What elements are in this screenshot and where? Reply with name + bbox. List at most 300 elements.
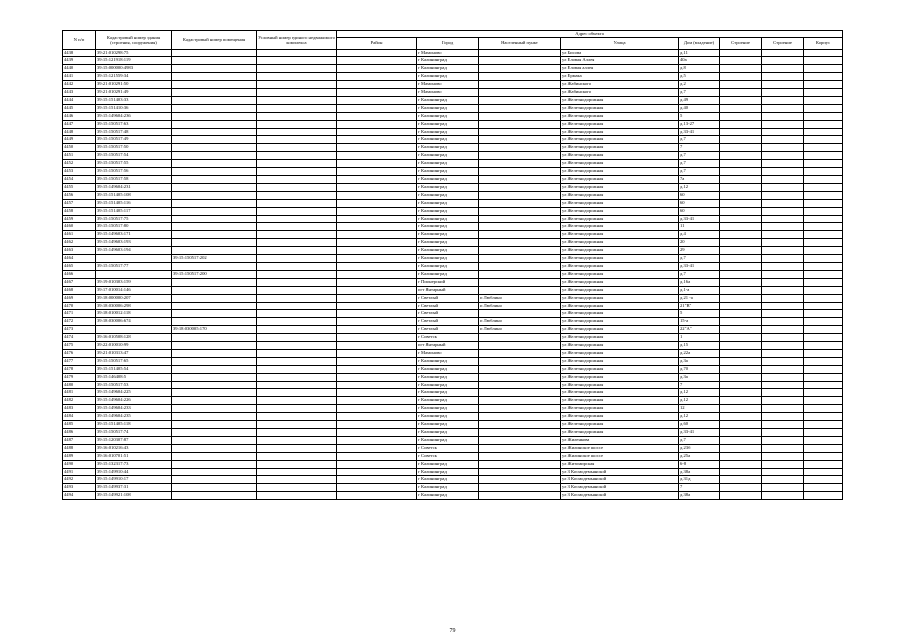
cell-num: 4455 xyxy=(63,183,96,191)
cell-building xyxy=(720,405,762,413)
table-row xyxy=(63,152,843,160)
cell-structure xyxy=(762,81,804,89)
cell-cad-room xyxy=(172,349,257,357)
cell-settlement xyxy=(479,262,561,270)
cell-structure xyxy=(762,278,804,286)
cell-building xyxy=(720,286,762,294)
cell-num: 4486 xyxy=(63,429,96,437)
cell-settlement xyxy=(479,389,561,397)
cell-cad-building: 39:19:010303:159 xyxy=(96,278,172,286)
cell-city: г Калининград xyxy=(417,136,479,144)
table-row xyxy=(63,49,843,57)
cell-cond-number xyxy=(257,73,337,81)
cell-cad-building: 39:18:000000:207 xyxy=(96,294,172,302)
cell-structure xyxy=(762,168,804,176)
cell-num: 4444 xyxy=(63,96,96,104)
cell-district xyxy=(337,405,417,413)
cell-num: 4478 xyxy=(63,365,96,373)
table-row xyxy=(63,476,843,484)
cell-cad-room xyxy=(172,476,257,484)
cell-house: д.60 xyxy=(679,421,720,429)
cell-num: 4459 xyxy=(63,215,96,223)
cell-cond-number xyxy=(257,191,337,199)
cell-cond-number xyxy=(257,389,337,397)
cell-city: г Калининград xyxy=(417,239,479,247)
cell-building xyxy=(720,168,762,176)
cell-num: 4458 xyxy=(63,207,96,215)
cell-cad-building: 39:15:150517:49 xyxy=(96,136,172,144)
cell-cad-room xyxy=(172,81,257,89)
cell-block xyxy=(804,278,843,286)
cell-settlement xyxy=(479,460,561,468)
cell-cond-number xyxy=(257,215,337,223)
cell-street: ул Еловая аллея xyxy=(561,65,679,73)
cell-city: г Калининград xyxy=(417,207,479,215)
cell-district xyxy=(337,381,417,389)
cell-structure xyxy=(762,57,804,65)
cell-settlement xyxy=(479,334,561,342)
cell-structure xyxy=(762,199,804,207)
cell-house: д.38а xyxy=(679,492,720,500)
cell-city: г Мамоново xyxy=(417,349,479,357)
cell-building xyxy=(720,270,762,278)
cell-block xyxy=(804,365,843,373)
cell-district xyxy=(337,152,417,160)
cell-structure xyxy=(762,207,804,215)
cell-cad-room xyxy=(172,468,257,476)
cell-cond-number xyxy=(257,294,337,302)
cell-cond-number xyxy=(257,262,337,270)
cell-street: ул З Космодемьянской xyxy=(561,468,679,476)
cell-block xyxy=(804,349,843,357)
cell-settlement xyxy=(479,278,561,286)
table-row xyxy=(63,349,843,357)
cell-building xyxy=(720,112,762,120)
table-row xyxy=(63,223,843,231)
cell-house: д.15 xyxy=(679,342,720,350)
cell-house: д.12 xyxy=(679,413,720,421)
cell-building xyxy=(720,152,762,160)
cell-district xyxy=(337,215,417,223)
cell-building xyxy=(720,49,762,57)
cell-street: ул Железнодорожная xyxy=(561,342,679,350)
col-block-header: Корпус xyxy=(804,37,843,49)
cell-house: д.33-41 xyxy=(679,215,720,223)
cell-house: 12 xyxy=(679,405,720,413)
cell-block xyxy=(804,168,843,176)
cell-building xyxy=(720,468,762,476)
cell-house: д.33-41 xyxy=(679,262,720,270)
cell-block xyxy=(804,389,843,397)
cell-settlement xyxy=(479,444,561,452)
cell-district xyxy=(337,183,417,191)
cell-house: д.7 xyxy=(679,270,720,278)
cell-district xyxy=(337,373,417,381)
cell-cad-room: 39:18:030005:170 xyxy=(172,326,257,334)
cell-district xyxy=(337,199,417,207)
cell-num: 4445 xyxy=(63,104,96,112)
cell-house: 15-а xyxy=(679,318,720,326)
cell-settlement xyxy=(479,413,561,421)
cell-cond-number xyxy=(257,310,337,318)
cell-structure xyxy=(762,302,804,310)
cell-street: ул Железнодорожная xyxy=(561,191,679,199)
cell-num: 4472 xyxy=(63,318,96,326)
cell-settlement xyxy=(479,381,561,389)
cell-cad-room xyxy=(172,436,257,444)
cell-num: 4479 xyxy=(63,373,96,381)
cell-cad-room xyxy=(172,421,257,429)
cell-cond-number xyxy=(257,286,337,294)
cell-settlement xyxy=(479,128,561,136)
cell-cond-number xyxy=(257,468,337,476)
cell-num: 4443 xyxy=(63,89,96,97)
cell-cond-number xyxy=(257,89,337,97)
cell-street: ул Еловая Аллея xyxy=(561,57,679,65)
cell-building xyxy=(720,452,762,460)
cell-cad-room xyxy=(172,247,257,255)
cell-building xyxy=(720,334,762,342)
cell-house: д.12 xyxy=(679,397,720,405)
cell-cad-building: 39:15:149910:17 xyxy=(96,476,172,484)
cell-cad-room xyxy=(172,168,257,176)
cell-building xyxy=(720,318,762,326)
cell-num: 4460 xyxy=(63,223,96,231)
cell-cond-number xyxy=(257,128,337,136)
cell-num: 4477 xyxy=(63,357,96,365)
cell-settlement xyxy=(479,96,561,104)
cell-city: г Мамоново xyxy=(417,89,479,97)
cell-cond-number xyxy=(257,436,337,444)
cell-cad-room xyxy=(172,160,257,168)
cell-block xyxy=(804,73,843,81)
cell-street: ул Железнодорожная xyxy=(561,278,679,286)
cell-district xyxy=(337,73,417,81)
cell-house: д.11 xyxy=(679,49,720,57)
cell-district xyxy=(337,397,417,405)
cell-district xyxy=(337,334,417,342)
cell-house: 22"А" xyxy=(679,326,720,334)
cell-building xyxy=(720,389,762,397)
table-row xyxy=(63,199,843,207)
cell-cond-number xyxy=(257,302,337,310)
cell-cond-number xyxy=(257,397,337,405)
cell-cad-room xyxy=(172,278,257,286)
cell-building xyxy=(720,128,762,136)
table-row xyxy=(63,191,843,199)
cell-house: д.13-27 xyxy=(679,120,720,128)
cell-building xyxy=(720,176,762,184)
cell-cond-number xyxy=(257,357,337,365)
cell-num: 4469 xyxy=(63,294,96,302)
cell-street: ул Жилинское шоссе xyxy=(561,452,679,460)
cell-block xyxy=(804,413,843,421)
cell-cad-room xyxy=(172,199,257,207)
cell-settlement xyxy=(479,270,561,278)
cell-block xyxy=(804,357,843,365)
cell-building xyxy=(720,492,762,500)
cell-cad-room xyxy=(172,334,257,342)
cell-street: ул Железнодорожная xyxy=(561,270,679,278)
cell-street: ул Железнодорожная xyxy=(561,421,679,429)
cell-settlement xyxy=(479,65,561,73)
cell-house: 7 xyxy=(679,484,720,492)
cell-settlement xyxy=(479,231,561,239)
table-row xyxy=(63,278,843,286)
cell-block xyxy=(804,191,843,199)
cell-cad-building: 39:15:150517:74 xyxy=(96,429,172,437)
cell-cond-number xyxy=(257,120,337,128)
cell-cad-building: 39:15:120307:87 xyxy=(96,436,172,444)
cell-house: д.2 xyxy=(679,81,720,89)
cell-settlement xyxy=(479,310,561,318)
cell-city: г Калининград xyxy=(417,436,479,444)
cell-num: 4465 xyxy=(63,262,96,270)
cell-block xyxy=(804,421,843,429)
cell-street: ул Железнодорожная xyxy=(561,223,679,231)
cell-num: 4490 xyxy=(63,460,96,468)
cell-block xyxy=(804,262,843,270)
cell-district xyxy=(337,270,417,278)
table-row xyxy=(63,294,843,302)
cell-city: г Калининград xyxy=(417,413,479,421)
cell-house: д.8 xyxy=(679,65,720,73)
cell-street: ул Железнодорожная xyxy=(561,326,679,334)
cell-settlement xyxy=(479,176,561,184)
cell-structure xyxy=(762,128,804,136)
cell-settlement xyxy=(479,199,561,207)
cell-building xyxy=(720,81,762,89)
cell-house: д.7 xyxy=(679,136,720,144)
cell-house: д.7 xyxy=(679,152,720,160)
table-row xyxy=(63,429,843,437)
cell-cond-number xyxy=(257,96,337,104)
table-row xyxy=(63,381,843,389)
cell-cad-building: 39:15:149604:235 xyxy=(96,413,172,421)
cell-num: 4440 xyxy=(63,65,96,73)
cell-settlement xyxy=(479,183,561,191)
cell-block xyxy=(804,405,843,413)
cell-cad-room xyxy=(172,492,257,500)
cell-cad-room xyxy=(172,484,257,492)
cell-building xyxy=(720,421,762,429)
property-table xyxy=(62,30,843,500)
cell-structure xyxy=(762,310,804,318)
cell-num: 4463 xyxy=(63,247,96,255)
cell-num: 4442 xyxy=(63,81,96,89)
cell-structure xyxy=(762,318,804,326)
cell-settlement: п Люблино xyxy=(479,302,561,310)
cell-num: 4446 xyxy=(63,112,96,120)
cell-city: г Калининград xyxy=(417,65,479,73)
cell-structure xyxy=(762,444,804,452)
cell-num: 4471 xyxy=(63,310,96,318)
cell-house: 60 xyxy=(679,191,720,199)
cell-structure xyxy=(762,136,804,144)
cell-cad-room xyxy=(172,207,257,215)
col-cond-number-header: Условный номер единого недвижимого комплекса xyxy=(257,31,337,50)
cell-city: г Калининград xyxy=(417,365,479,373)
cell-settlement xyxy=(479,286,561,294)
cell-cad-building: 39:15:150517:54 xyxy=(96,152,172,160)
cell-block xyxy=(804,255,843,263)
cell-cond-number xyxy=(257,255,337,263)
cell-cond-number xyxy=(257,112,337,120)
cell-house: 7 xyxy=(679,381,720,389)
cell-num: 4439 xyxy=(63,57,96,65)
cell-district xyxy=(337,421,417,429)
cell-cad-room xyxy=(172,444,257,452)
cell-structure xyxy=(762,255,804,263)
cell-city: г Пионерский xyxy=(417,278,479,286)
cell-building xyxy=(720,65,762,73)
cell-structure xyxy=(762,397,804,405)
cell-house: д.16а xyxy=(679,278,720,286)
cell-district xyxy=(337,128,417,136)
cell-street: ул Железнодорожная xyxy=(561,231,679,239)
cell-building xyxy=(720,199,762,207)
cell-building xyxy=(720,381,762,389)
cell-cad-building: 39:15:151405:117 xyxy=(96,207,172,215)
cell-house: д.4 xyxy=(679,231,720,239)
cell-block xyxy=(804,318,843,326)
cell-cad-building: 39:15:151405:54 xyxy=(96,365,172,373)
cell-settlement xyxy=(479,397,561,405)
cell-building xyxy=(720,247,762,255)
cell-cad-room: 39:15:150517:202 xyxy=(172,255,257,263)
cell-street: ул Жилинское шоссе xyxy=(561,444,679,452)
cell-cond-number xyxy=(257,429,337,437)
cell-block xyxy=(804,310,843,318)
cell-house: д.3а xyxy=(679,373,720,381)
cell-cad-room xyxy=(172,310,257,318)
cell-num: 4487 xyxy=(63,436,96,444)
cell-structure xyxy=(762,468,804,476)
cell-num: 4482 xyxy=(63,397,96,405)
cell-num: 4488 xyxy=(63,444,96,452)
cell-house: д.49 xyxy=(679,96,720,104)
cell-settlement xyxy=(479,452,561,460)
cell-structure xyxy=(762,73,804,81)
cell-cad-room xyxy=(172,65,257,73)
cell-settlement xyxy=(479,160,561,168)
cell-cond-number xyxy=(257,160,337,168)
cell-city: г Калининград xyxy=(417,215,479,223)
cell-district xyxy=(337,310,417,318)
cell-structure xyxy=(762,270,804,278)
cell-cad-room xyxy=(172,120,257,128)
cell-num: 4464 xyxy=(63,255,96,263)
cell-district xyxy=(337,81,417,89)
cell-district xyxy=(337,176,417,184)
cell-cond-number xyxy=(257,176,337,184)
cell-district xyxy=(337,223,417,231)
cell-settlement xyxy=(479,373,561,381)
cell-street: ул Железнодорожная xyxy=(561,302,679,310)
cell-building xyxy=(720,104,762,112)
cell-street: ул Железнодорожная xyxy=(561,96,679,104)
cell-cad-building xyxy=(96,255,172,263)
cell-num: 4448 xyxy=(63,128,96,136)
cell-city: г Калининград xyxy=(417,73,479,81)
col-district-header: Район xyxy=(337,37,417,49)
cell-block xyxy=(804,239,843,247)
cell-building xyxy=(720,484,762,492)
cell-structure xyxy=(762,247,804,255)
cell-cad-building: 39:16:010508:128 xyxy=(96,334,172,342)
cell-city: г Калининград xyxy=(417,484,479,492)
cell-street: ул З Космодемьянской xyxy=(561,476,679,484)
table-row xyxy=(63,160,843,168)
cell-structure xyxy=(762,357,804,365)
cell-num: 4452 xyxy=(63,160,96,168)
cell-city: г Калининград xyxy=(417,104,479,112)
cell-cad-building: 39:18:030006:674 xyxy=(96,318,172,326)
cell-block xyxy=(804,176,843,184)
cell-district xyxy=(337,65,417,73)
cell-cad-room xyxy=(172,152,257,160)
cell-house: д.70 xyxy=(679,365,720,373)
cell-cond-number xyxy=(257,136,337,144)
cell-cad-building: 39:15:151405:118 xyxy=(96,421,172,429)
cell-district xyxy=(337,104,417,112)
cell-settlement xyxy=(479,207,561,215)
cell-settlement xyxy=(479,191,561,199)
cell-district xyxy=(337,413,417,421)
cell-cad-building: 39:15:150517:80 xyxy=(96,223,172,231)
cell-cad-building: 39:15:149604:231 xyxy=(96,183,172,191)
table-row xyxy=(63,484,843,492)
table-row xyxy=(63,444,843,452)
cell-num: 4438 xyxy=(63,49,96,57)
table-row xyxy=(63,176,843,184)
cell-num: 4457 xyxy=(63,199,96,207)
cell-num: 4453 xyxy=(63,168,96,176)
cell-block xyxy=(804,286,843,294)
cell-cond-number xyxy=(257,278,337,286)
cell-street: ул Железнодорожная xyxy=(561,389,679,397)
cell-city: г Калининград xyxy=(417,144,479,152)
cell-settlement xyxy=(479,492,561,500)
col-street-header: Улица xyxy=(561,37,679,49)
cell-district xyxy=(337,231,417,239)
cell-cad-room xyxy=(172,191,257,199)
cell-num: 4451 xyxy=(63,152,96,160)
cell-cad-room xyxy=(172,73,257,81)
cell-city: г Калининград xyxy=(417,57,479,65)
cell-district xyxy=(337,278,417,286)
table-row xyxy=(63,128,843,136)
cell-street: ул Железнодорожная xyxy=(561,247,679,255)
cell-street: ул Железнодорожная xyxy=(561,318,679,326)
col-building-header: Строение xyxy=(720,37,762,49)
cell-cad-room xyxy=(172,89,257,97)
cell-street: ул Железнодорожная xyxy=(561,262,679,270)
table-row xyxy=(63,57,843,65)
cell-cond-number xyxy=(257,365,337,373)
cell-district xyxy=(337,389,417,397)
cell-structure xyxy=(762,492,804,500)
cell-cond-number xyxy=(257,444,337,452)
cell-street: ул Железнодорожная xyxy=(561,349,679,357)
col-house-header: Дом (владение) xyxy=(679,37,720,49)
cell-cad-room xyxy=(172,231,257,239)
cell-street: ул Железнодорожная xyxy=(561,365,679,373)
cell-cad-building: 39:15:149921:108 xyxy=(96,492,172,500)
cell-cond-number xyxy=(257,223,337,231)
cell-city: г Калининград xyxy=(417,152,479,160)
cell-street: ул Железнодорожная xyxy=(561,207,679,215)
